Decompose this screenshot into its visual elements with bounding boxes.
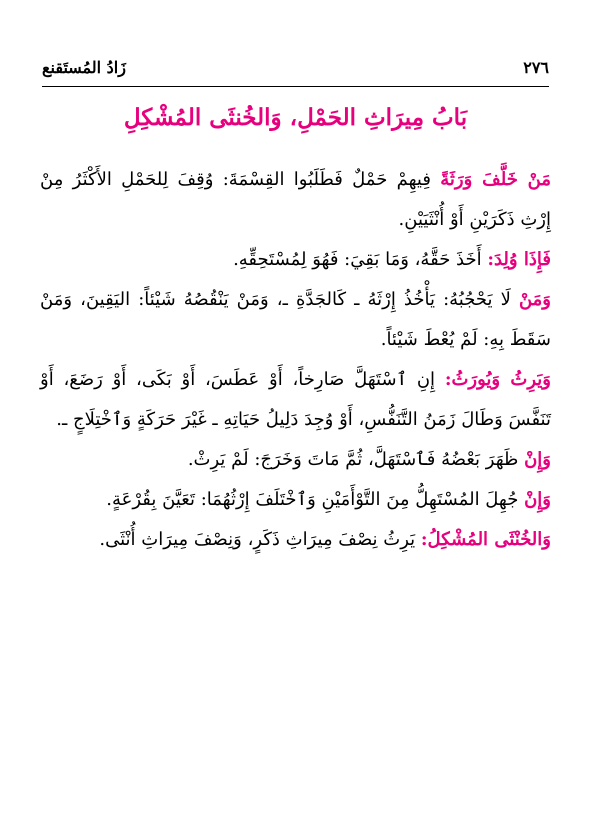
header-rule	[42, 86, 549, 87]
page-header	[42, 52, 549, 82]
paragraph-text: لَا يَحْجُبُهُ: يَأْخُذُ إِرْثَهُ ـ كَالجَدَّةِ ـ، وَمَنْ يَنْقُصُهُ شَيْئاً: اليَقِينَ، وَمَنْ سَقَطَ بِهِ: لَمْ يُعْطَ شَيْئاً.	[40, 289, 551, 350]
paragraph-lead: وَإِنْ	[524, 489, 551, 510]
paragraph-lead: وَإِنْ	[524, 449, 551, 470]
paragraph-lead: مَنْ خَلَّفَ وَرَثَةً	[440, 169, 551, 190]
page-number: ٢٧٦	[523, 57, 549, 77]
paragraph-text: ظَهَرَ بَعْضُهُ فَٱسْتَهَلَّ، ثُمَّ مَاتَ وَخَرَجَ: لَمْ يَرِثْ.	[187, 449, 525, 470]
paragraph-lead: فَإِذَا وُلِدَ:	[487, 249, 551, 270]
paragraph-lead: وَمَنْ	[518, 289, 551, 310]
paragraph	[40, 280, 551, 360]
paragraph-text: جُهِلَ المُسْتَهِلُّ مِنَ التَّوْأَمَيْنِ وَٱخْتَلَفَ إِرْثُهُمَا: تَعَيَّنَ بِقُرْعَةٍ.	[106, 489, 525, 510]
paragraph-lead: وَيَرِثُ وَيُورَثُ:	[444, 369, 551, 390]
paragraph	[40, 160, 551, 240]
paragraph	[40, 480, 551, 520]
chapter-title: بَابُ مِيرَاثِ الحَمْلِ، وَالخُنثَى المُشْكِلِ	[123, 104, 468, 131]
paragraph-lead: وَالخُنْثَى المُشْكِلُ:	[420, 529, 551, 550]
paragraph-text: إِنِ ٱسْتَهَلَّ صَارِخاً، أَوْ عَطَسَ، أَوْ بَكَى، أَوْ رَضَعَ، أَوْ تَنَفَّسَ وَطَالَ زَمَنُ التَّنَفُّسِ، أَوْ وُجِدَ دَلِيلُ حَيَاتِهِ ـ غَيْرَ حَرَكَةٍ وَٱخْتِلَاجٍ ـ.	[40, 369, 551, 430]
paragraph	[40, 520, 551, 560]
paragraph-text: فِيهِمْ حَمْلٌ فَطَلَبُوا القِسْمَةَ: وُقِفَ لِلحَمْلِ الأَكْثَرُ مِنْ إِرْثِ ذَكَرَيْنِ أَوْ أُنْثَيَيْنِ.	[40, 169, 551, 230]
paragraph	[40, 360, 551, 440]
running-title: زَادُ المُستَقنع	[42, 57, 126, 77]
paragraph	[40, 440, 551, 480]
paragraph-text: أَخَذَ حَقَّهُ، وَمَا بَقِيَ: فَهُوَ لِمُسْتَحِقِّهِ.	[233, 249, 488, 270]
paragraph	[40, 240, 551, 280]
page-body	[40, 160, 551, 560]
paragraph-text: يَرِثُ نِصْفَ مِيرَاثِ ذَكَرٍ، وَنِصْفَ مِيرَاثِ أُنْثَى.	[99, 529, 421, 550]
